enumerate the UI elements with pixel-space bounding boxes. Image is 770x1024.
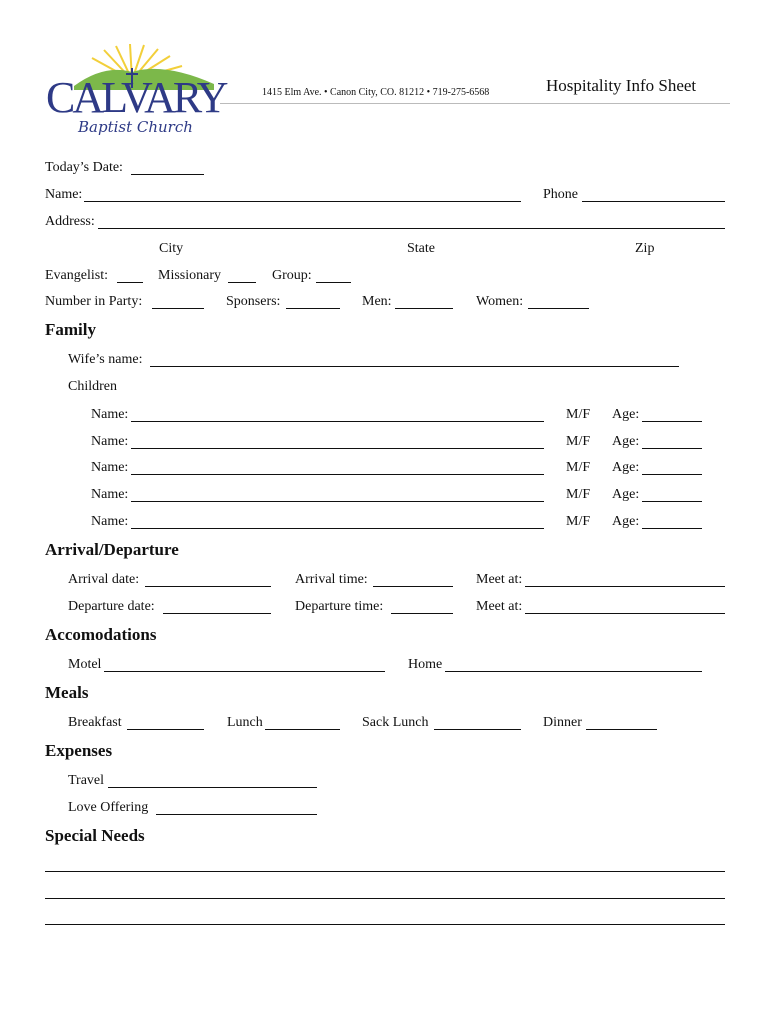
sack-lunch-input[interactable]	[434, 729, 521, 730]
zip-label: Zip	[635, 241, 655, 256]
missionary-label: Missionary	[158, 268, 221, 283]
meals-heading: Meals	[45, 683, 89, 702]
page-title: Hospitality Info Sheet	[546, 76, 697, 95]
city-label: City	[159, 241, 184, 256]
family-heading: Family	[45, 320, 96, 339]
child-name-input[interactable]	[131, 448, 544, 449]
child-name-input[interactable]	[131, 421, 544, 422]
special-needs-heading: Special Needs	[45, 826, 145, 845]
sack-lunch-label: Sack Lunch	[362, 715, 429, 730]
child-age-label: Age:	[612, 460, 640, 475]
love-offering-input[interactable]	[156, 814, 317, 815]
departure-date-input[interactable]	[163, 613, 271, 614]
child-name-input[interactable]	[131, 474, 544, 475]
breakfast-label: Breakfast	[68, 715, 122, 730]
sponsers-label: Sponsers:	[226, 294, 281, 309]
arrival-meet-at-label: Meet at:	[476, 572, 523, 587]
men-input[interactable]	[395, 308, 453, 309]
arrival-date-label: Arrival date:	[68, 572, 140, 587]
child-name-label: Name:	[91, 514, 129, 529]
departure-date-label: Departure date:	[68, 599, 155, 614]
child-sex-label[interactable]: M/F	[566, 514, 591, 529]
love-offering-label: Love Offering	[68, 800, 149, 815]
home-label: Home	[408, 657, 443, 672]
dinner-input[interactable]	[586, 729, 657, 730]
number-in-party-input[interactable]	[152, 308, 204, 309]
child-name-label: Name:	[91, 487, 129, 502]
women-label: Women:	[476, 294, 524, 309]
travel-input[interactable]	[108, 787, 317, 788]
todays-date-input[interactable]	[131, 174, 204, 175]
logo-subtitle: Baptist Church	[78, 118, 193, 136]
women-input[interactable]	[528, 308, 589, 309]
child-sex-label[interactable]: M/F	[566, 460, 591, 475]
lunch-input[interactable]	[265, 729, 340, 730]
child-name-label: Name:	[91, 434, 129, 449]
sponsers-input[interactable]	[286, 308, 340, 309]
church-logo	[44, 42, 224, 140]
arrival-time-label: Arrival time:	[295, 572, 368, 587]
child-age-label: Age:	[612, 487, 640, 502]
arrival-time-input[interactable]	[373, 586, 453, 587]
logo-word: CALVARY	[46, 73, 226, 122]
missionary-input[interactable]	[228, 282, 256, 283]
arrival-meet-at-input[interactable]	[525, 586, 725, 587]
number-in-party-label: Number in Party:	[45, 294, 143, 309]
church-address: 1415 Elm Ave. • Canon City, CO. 81212 • 719-275-6568	[262, 87, 490, 98]
evangelist-input[interactable]	[117, 282, 143, 283]
men-label: Men:	[362, 294, 392, 309]
expenses-heading: Expenses	[45, 741, 113, 760]
home-input[interactable]	[445, 671, 702, 672]
arrival-departure-heading: Arrival/Departure	[45, 540, 179, 559]
special-needs-input-line[interactable]	[45, 924, 725, 925]
child-name-label: Name:	[91, 460, 129, 475]
address-input[interactable]	[98, 228, 725, 229]
child-name-label: Name:	[91, 407, 129, 422]
child-age-input[interactable]	[642, 501, 702, 502]
child-sex-label[interactable]: M/F	[566, 407, 591, 422]
lunch-label: Lunch	[227, 715, 263, 730]
address-label: Address:	[45, 214, 95, 229]
special-needs-input-line[interactable]	[45, 898, 725, 899]
dinner-label: Dinner	[543, 715, 582, 730]
travel-label: Travel	[68, 773, 105, 788]
departure-meet-at-input[interactable]	[525, 613, 725, 614]
child-age-input[interactable]	[642, 528, 702, 529]
group-label: Group:	[272, 268, 312, 283]
name-input[interactable]	[84, 201, 521, 202]
phone-input[interactable]	[582, 201, 725, 202]
child-age-input[interactable]	[642, 474, 702, 475]
child-age-input[interactable]	[642, 421, 702, 422]
child-sex-label[interactable]: M/F	[566, 434, 591, 449]
motel-input[interactable]	[104, 671, 385, 672]
child-age-input[interactable]	[642, 448, 702, 449]
group-input[interactable]	[316, 282, 351, 283]
arrival-date-input[interactable]	[145, 586, 271, 587]
accomodations-heading: Accomodations	[45, 625, 157, 644]
name-label: Name:	[45, 187, 83, 202]
motel-label: Motel	[68, 657, 102, 672]
evangelist-label: Evangelist:	[45, 268, 108, 283]
child-age-label: Age:	[612, 407, 640, 422]
state-label: State	[407, 241, 435, 256]
header-rule	[220, 103, 730, 104]
child-name-input[interactable]	[131, 501, 544, 502]
wifes-name-label: Wife’s name:	[68, 352, 143, 367]
departure-time-label: Departure time:	[295, 599, 384, 614]
child-age-label: Age:	[612, 434, 640, 449]
special-needs-input-line[interactable]	[45, 871, 725, 872]
child-name-input[interactable]	[131, 528, 544, 529]
breakfast-input[interactable]	[127, 729, 204, 730]
wifes-name-input[interactable]	[150, 366, 679, 367]
child-age-label: Age:	[612, 514, 640, 529]
children-label: Children	[68, 379, 117, 394]
departure-meet-at-label: Meet at:	[476, 599, 523, 614]
departure-time-input[interactable]	[391, 613, 453, 614]
phone-label: Phone	[543, 187, 578, 202]
child-sex-label[interactable]: M/F	[566, 487, 591, 502]
todays-date-label: Today’s Date:	[45, 160, 123, 175]
